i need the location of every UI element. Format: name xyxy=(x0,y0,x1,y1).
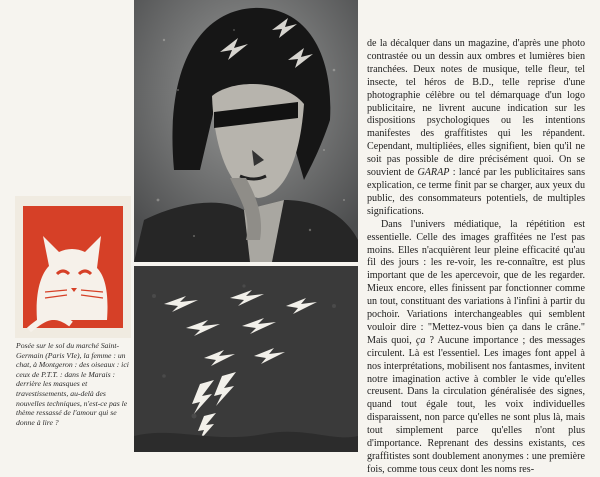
paragraph-text: : lancé par les publicitaires sans explication, ce terme finit par se charger, aux yeux du public, des consommateurs potentiels, de multiples significations. xyxy=(367,167,585,217)
cat-stencil-image xyxy=(15,196,131,338)
article-paragraph xyxy=(367,219,585,477)
article-body xyxy=(367,38,585,477)
emphasis-text: ça xyxy=(415,334,426,346)
woman-stencil-image xyxy=(134,0,358,262)
paragraph-text: Dans l'univers médiatique, la répétition est essentielle. Celle des images graffitées ne l'est pas moins. Elles n'acquièrent leur pleine efficacité qu'au fil des jours : les re-voir, les re-connaître, est plus important que de les apercevoir, que de les regarder. Mieux encore, elles finissent par fonctionner comme un tout, constituant des variations à l'infini à partir du pochoir. Variations interchangeables qui semblent vouloir dire : "Mettez-vous bien ça dans le crâne." Mais quoi, xyxy=(367,218,585,346)
woman-stencil-photo xyxy=(134,0,358,262)
birds-stencil-image xyxy=(134,266,358,452)
emphasis-text: GARAP xyxy=(417,167,450,179)
cat-stencil-photo xyxy=(15,196,131,338)
birds-stencil-photo xyxy=(134,266,358,452)
article-paragraph xyxy=(367,38,585,219)
paragraph-text: ? Aucune importance ; des messages circulent. Là est l'essentiel. Les images font appel à nos interprétations, mobilisent nos fantasmes, invitent notre imagination active à combler le vide qu'elles creusent. Dans la circulation généralisée des signes, quand tout égale tout, les voix individuelles disparaissent, non parce qu'elles ne sont plus là, mais tout simplement parce qu'elles n'ont plus d'importance. Reprenant des dessins existants, ces graffitistes sont doublement anonymes : une première fois, comme tous ceux dont les noms res- xyxy=(367,334,585,475)
photo-caption: Posée sur le sol du marché Saint-Germain (Paris VIe), la femme : un chat, à Montgeron : des oiseaux : ici ceux de P.T.T. : dans le Marais : derrière les masques et travestissements, au-delà des nouvelles techniques, n'est-ce pas le thème ressassé de l'amour qui se donne à lire ? xyxy=(16,341,129,427)
paragraph-text: de la décalquer dans un magazine, d'après une photo contrastée ou un dessin aux ombres et lumières bien tranchées. Deux notes de musique, telle fleur, tel insecte, tel héros de B.D., telle reprise d'une photographie célèbre ou tel démarquage d'un logo publicitaire, ne livrent aucune indication sur les dispositions psychologiques ou les intentions manifestes des graffitistes qui les répandent. Cependant, multipliées, elles signifient, bien qu'il ne soit pas possible de dire précisément quoi. On se souvient de xyxy=(367,38,585,179)
